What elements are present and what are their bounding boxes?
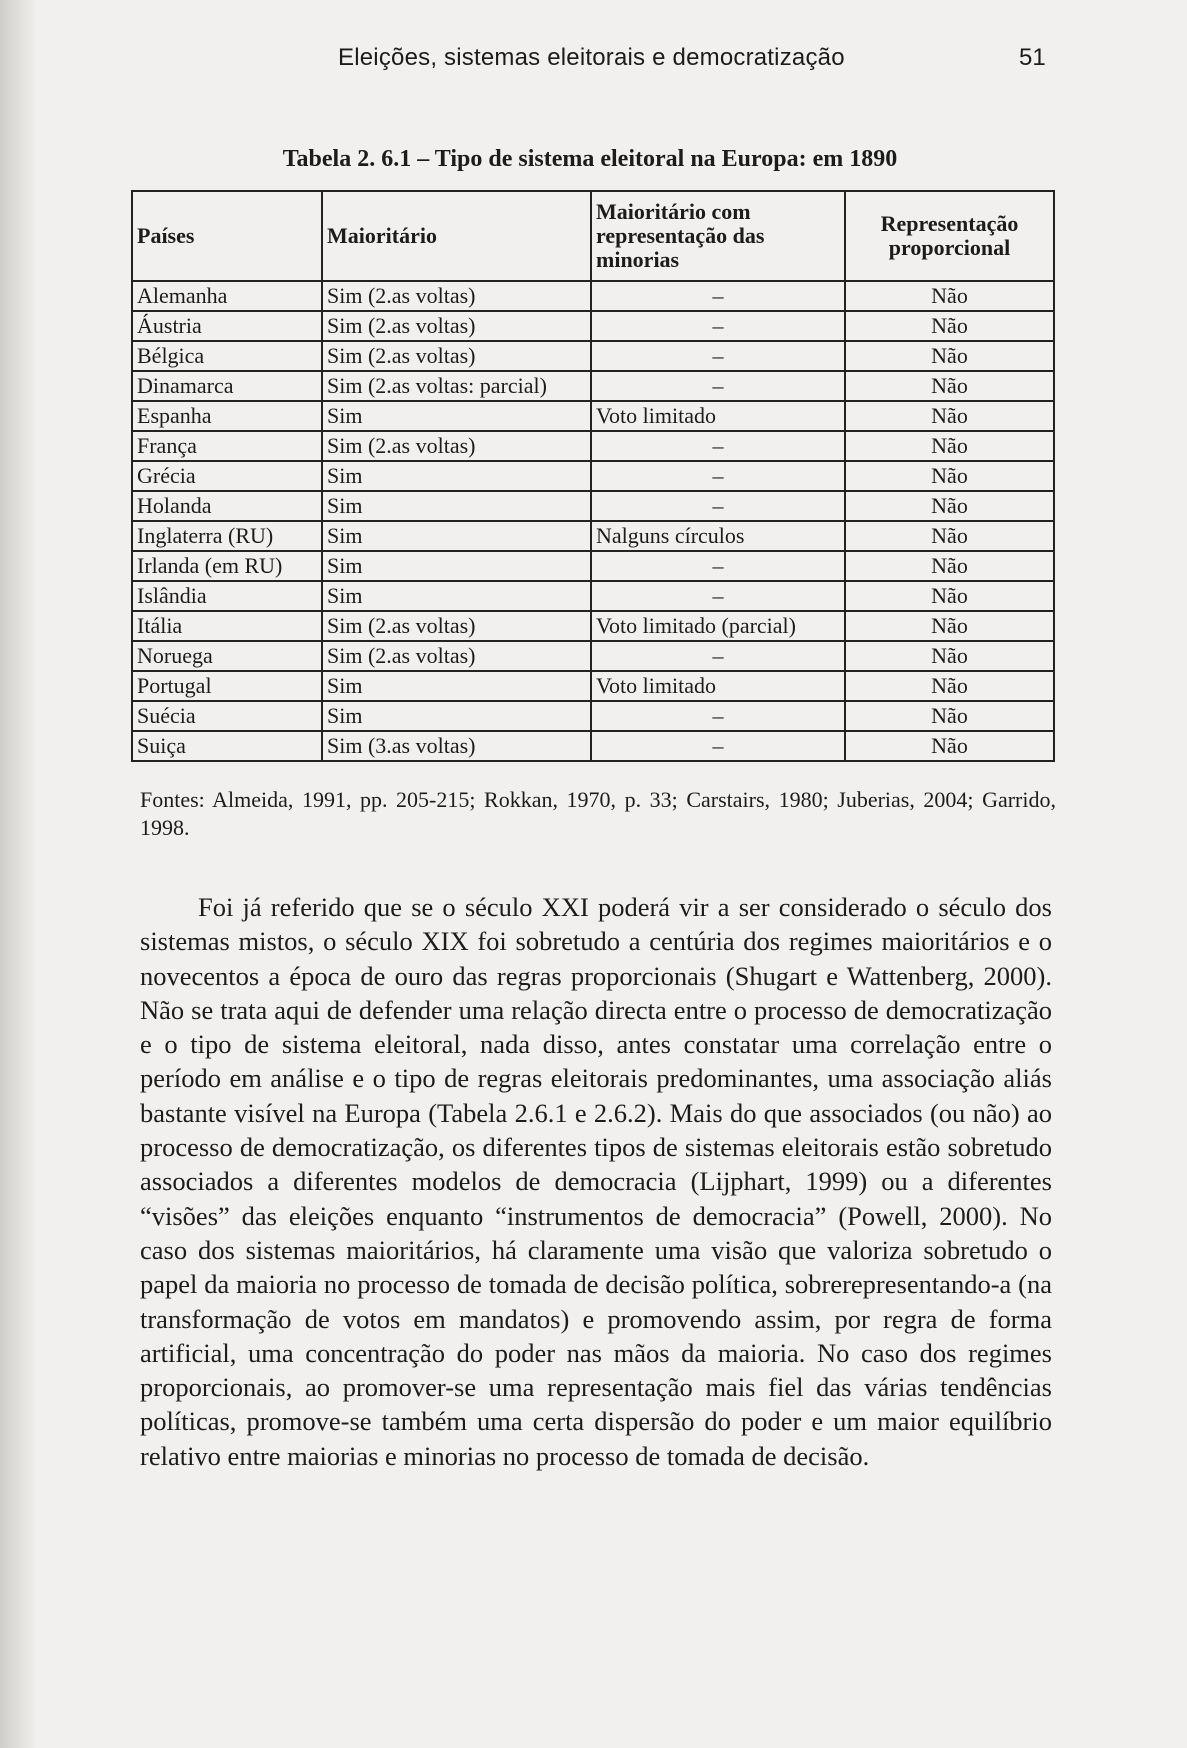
cell-minority-representation: – xyxy=(591,581,845,611)
cell-majoritarian: Sim xyxy=(322,671,591,701)
cell-majoritarian: Sim (2.as voltas) xyxy=(322,341,591,371)
cell-country: Islândia xyxy=(132,581,322,611)
cell-minority-representation: – xyxy=(591,311,845,341)
table-row xyxy=(132,611,1054,641)
table-row xyxy=(132,341,1054,371)
column-header-representacao-proporcional: Representação proporcional xyxy=(845,191,1054,281)
table-row xyxy=(132,281,1054,311)
table-row xyxy=(132,521,1054,551)
cell-country: Alemanha xyxy=(132,281,322,311)
cell-country: Itália xyxy=(132,611,322,641)
cell-majoritarian: Sim (3.as voltas) xyxy=(322,731,591,761)
cell-minority-representation: Voto limitado xyxy=(591,671,845,701)
table-row xyxy=(132,371,1054,401)
cell-country: Portugal xyxy=(132,671,322,701)
cell-country: Grécia xyxy=(132,461,322,491)
table-header-row xyxy=(132,191,1054,281)
cell-majoritarian: Sim xyxy=(322,581,591,611)
cell-country: Holanda xyxy=(132,491,322,521)
cell-minority-representation: Voto limitado (parcial) xyxy=(591,611,845,641)
table-row xyxy=(132,401,1054,431)
cell-proportional: Não xyxy=(845,461,1054,491)
cell-country: Noruega xyxy=(132,641,322,671)
table-row xyxy=(132,461,1054,491)
cell-proportional: Não xyxy=(845,281,1054,311)
column-header-maioritario-minorias: Maioritário com representação das minorias xyxy=(591,191,845,281)
cell-proportional: Não xyxy=(845,581,1054,611)
cell-proportional: Não xyxy=(845,371,1054,401)
table-row xyxy=(132,431,1054,461)
cell-minority-representation: Voto limitado xyxy=(591,401,845,431)
column-header-paises: Países xyxy=(132,191,322,281)
table-row xyxy=(132,671,1054,701)
body-paragraph: Foi já referido que se o século XXI poderá vir a ser considerado o século dos sistemas mistos, o século XIX foi sobretudo a centúria dos regimes maioritários e o novecentos a época de ouro das regras proporcionais (Shugart e Wattenberg, 2000). Não se trata aqui de defender uma relação directa entre o processo de democratização e o tipo de sistema eleitoral, nada disso, antes constatar uma correlação entre o período em análise e o tipo de regras eleitorais predominantes, uma associação aliás bastante visível na Europa (Tabela 2.6.1 e 2.6.2). Mais do que associados (ou não) ao processo de democratização, os diferentes tipos de sistemas eleitorais estão sobretudo associados a diferentes modelos de democracia (Lijphart, 1999) ou a diferentes “visões” das eleições enquanto “instrumentos de democracia” (Powell, 2000). No caso dos sistemas maioritários, há claramente uma visão que valoriza sobretudo o papel da maioria no processo de tomada de decisão política, sobrerepresentando-a (na transformação de votos em mandatos) e promovendo assim, por regra de forma artificial, uma concentração do poder nas mãos da maioria. No caso dos regimes proporcionais, ao promover-se uma representação mais fiel das várias tendências políticas, promove-se também uma certa dispersão do poder e um maior equilíbrio relativo entre maiorias e minorias no processo de tomada de decisão. xyxy=(140,892,1052,1471)
cell-country: Irlanda (em RU) xyxy=(132,551,322,581)
cell-minority-representation: – xyxy=(591,371,845,401)
running-head-title: Eleições, sistemas eleitorais e democratização xyxy=(338,44,845,71)
cell-majoritarian: Sim xyxy=(322,521,591,551)
cell-country: Áustria xyxy=(132,311,322,341)
cell-majoritarian: Sim xyxy=(322,551,591,581)
cell-proportional: Não xyxy=(845,401,1054,431)
cell-minority-representation: – xyxy=(591,341,845,371)
page-gutter-shadow xyxy=(0,0,38,1748)
cell-minority-representation: Nalguns círculos xyxy=(591,521,845,551)
cell-majoritarian: Sim (2.as voltas) xyxy=(322,311,591,341)
cell-majoritarian: Sim (2.as voltas: parcial) xyxy=(322,371,591,401)
cell-country: Dinamarca xyxy=(132,371,322,401)
cell-minority-representation: – xyxy=(591,431,845,461)
cell-minority-representation: – xyxy=(591,281,845,311)
cell-country: Suiça xyxy=(132,731,322,761)
table-row xyxy=(132,491,1054,521)
table-row xyxy=(132,701,1054,731)
electoral-system-table xyxy=(131,190,1055,762)
cell-country: Suécia xyxy=(132,701,322,731)
cell-minority-representation: – xyxy=(591,641,845,671)
cell-proportional: Não xyxy=(845,551,1054,581)
cell-majoritarian: Sim xyxy=(322,461,591,491)
cell-proportional: Não xyxy=(845,521,1054,551)
cell-proportional: Não xyxy=(845,641,1054,671)
table-row xyxy=(132,311,1054,341)
cell-proportional: Não xyxy=(845,731,1054,761)
cell-proportional: Não xyxy=(845,311,1054,341)
cell-majoritarian: Sim xyxy=(322,491,591,521)
cell-minority-representation: – xyxy=(591,461,845,491)
cell-proportional: Não xyxy=(845,701,1054,731)
cell-country: Espanha xyxy=(132,401,322,431)
cell-majoritarian: Sim (2.as voltas) xyxy=(322,611,591,641)
table-sources-note: Fontes: Almeida, 1991, pp. 205-215; Rokkan, 1970, p. 33; Carstairs, 1980; Juberias, 2004; Garrido, 1998. xyxy=(140,787,1056,840)
cell-majoritarian: Sim xyxy=(322,401,591,431)
cell-minority-representation: – xyxy=(591,491,845,521)
cell-proportional: Não xyxy=(845,611,1054,641)
table-row xyxy=(132,641,1054,671)
cell-majoritarian: Sim (2.as voltas) xyxy=(322,431,591,461)
table-row xyxy=(132,731,1054,761)
cell-country: França xyxy=(132,431,322,461)
cell-proportional: Não xyxy=(845,671,1054,701)
cell-minority-representation: – xyxy=(591,701,845,731)
page-number: 51 xyxy=(1019,44,1046,71)
table-title: Tabela 2. 6.1 – Tipo de sistema eleitoral na Europa: em 1890 xyxy=(282,146,898,172)
cell-country: Bélgica xyxy=(132,341,322,371)
cell-proportional: Não xyxy=(845,341,1054,371)
cell-proportional: Não xyxy=(845,431,1054,461)
table-row xyxy=(132,551,1054,581)
column-header-maioritario: Maioritário xyxy=(322,191,591,281)
cell-proportional: Não xyxy=(845,491,1054,521)
table-row xyxy=(132,581,1054,611)
cell-majoritarian: Sim xyxy=(322,701,591,731)
cell-minority-representation: – xyxy=(591,731,845,761)
table-body xyxy=(132,281,1054,761)
cell-majoritarian: Sim (2.as voltas) xyxy=(322,281,591,311)
cell-majoritarian: Sim (2.as voltas) xyxy=(322,641,591,671)
cell-country: Inglaterra (RU) xyxy=(132,521,322,551)
cell-minority-representation: – xyxy=(591,551,845,581)
